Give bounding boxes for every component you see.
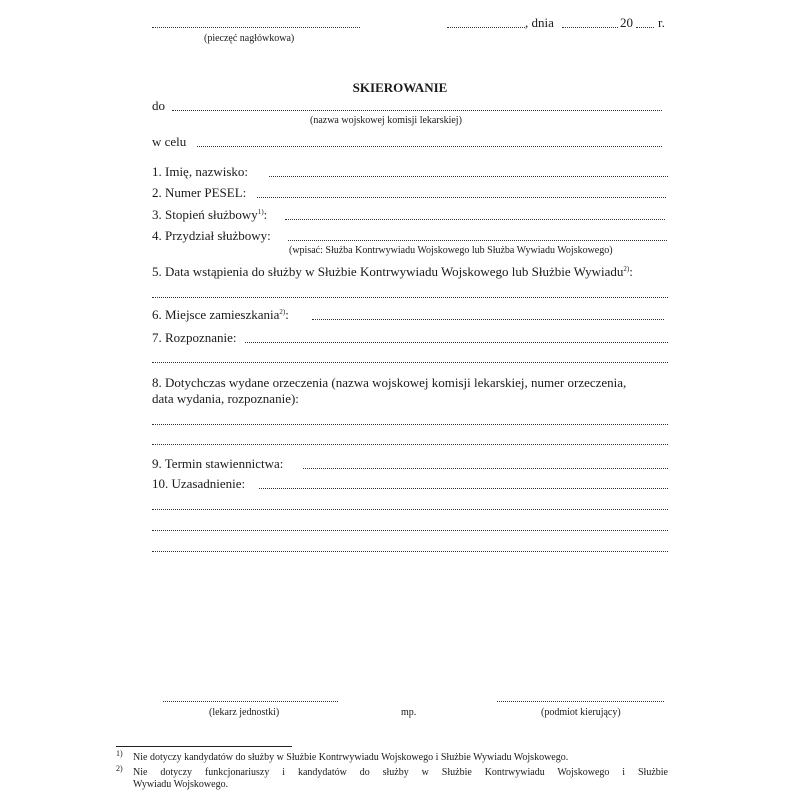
field-diagnosis-label: 7. Rozpoznanie: — [152, 330, 237, 345]
footnote-separator — [116, 746, 292, 747]
field-justification-label: 10. Uzasadnienie: — [152, 476, 246, 491]
footnote-2-mark: 2) — [116, 764, 123, 773]
footnote-1-text: Nie dotyczy kandydatów do służby w Służbie Kontrwywiadu Wojskowego i Służbie Wywiadu Wojskowego. — [133, 752, 569, 763]
field-diagnosis-dots-2 — [152, 362, 668, 363]
footnote-ref-2b: 2) — [279, 308, 286, 316]
date-suffix: r. — [658, 15, 665, 30]
field-justification-dots-1 — [259, 488, 668, 489]
field-appearance-label: 9. Termin stawiennictwa: — [152, 456, 284, 471]
field-name-dots — [269, 176, 668, 177]
field-residence-label: 6. Miejsce zamieszkania$^{2)}$: — [152, 307, 289, 322]
place-dotted-line — [447, 27, 525, 28]
field-prior-rulings-dots-2 — [152, 444, 668, 445]
document-title: SKIEROWANIE — [352, 80, 448, 95]
to-dotted-line — [172, 110, 662, 111]
purpose-label: w celu — [152, 134, 187, 149]
field-diagnosis-dots-1 — [245, 342, 668, 343]
field-justification-dots-2 — [152, 509, 668, 510]
field-assignment-label: 4. Przydział służbowy: — [152, 228, 271, 243]
field-rank-dots — [285, 219, 665, 220]
footnote-2-text-line1: Nie dotyczy funkcjonariuszy i kandydatów do służby w Służbie Kontrwywiadu Wojskowego i Służbie — [133, 767, 668, 778]
field-justification-dots-3 — [152, 530, 668, 531]
date-label: , dnia — [525, 15, 554, 30]
stamp-dotted-line — [152, 27, 360, 28]
to-label: do — [152, 98, 165, 113]
footnote-2-text-line2: Wywiadu Wojskowego. — [133, 779, 229, 790]
field-prior-rulings-line1: 8. Dotychczas wydane orzeczenia (nazwa wojskowej komisji lekarskiej, numer orzeczenia, — [152, 375, 627, 390]
to-caption: (nazwa wojskowej komisji lekarskiej) — [310, 115, 462, 126]
footnote-ref-1: 1) — [257, 208, 264, 216]
footnote-1-mark: 1) — [116, 749, 123, 758]
footnote-ref-2: 2) — [623, 265, 630, 273]
stamp-caption: (pieczęć nagłówkowa) — [204, 33, 295, 44]
field-assignment-note: (wpisać: Służba Kontrwywiadu Wojskowego lub Służba Wywiadu Wojskowego) — [289, 245, 613, 256]
field-service-date-dots — [152, 297, 668, 298]
field-assignment-dots — [288, 240, 667, 241]
field-pesel-label: 2. Numer PESEL: — [152, 185, 247, 200]
field-residence-dots — [312, 319, 664, 320]
field-appearance-dots — [303, 468, 668, 469]
date-year: 20 — [620, 15, 633, 30]
signature-right-caption: (podmiot kierujący) — [541, 707, 621, 718]
seal-mark: mp. — [401, 707, 417, 718]
field-name-label: 1. Imię, nazwisko: — [152, 164, 249, 179]
field-justification-dots-4 — [152, 551, 668, 552]
field-service-date-label: 5. Data wstąpienia do służby w Służbie Kontrwywiadu Wojskowego lub Służbie Wywiadu$^{2)}$: — [152, 264, 633, 279]
year-dotted-line — [636, 27, 654, 28]
field-prior-rulings-dots-1 — [152, 424, 668, 425]
purpose-dotted-line — [197, 146, 662, 147]
field-pesel-dots — [257, 197, 666, 198]
signature-right-dots — [497, 701, 664, 702]
date-dotted-line — [562, 27, 618, 28]
field-prior-rulings-line2: data wydania, rozpoznanie): — [152, 391, 299, 406]
signature-left-dots — [163, 701, 338, 702]
signature-left-caption: (lekarz jednostki) — [209, 707, 280, 718]
field-rank-label: 3. Stopień służbowy$^{1)}$: — [152, 207, 268, 222]
